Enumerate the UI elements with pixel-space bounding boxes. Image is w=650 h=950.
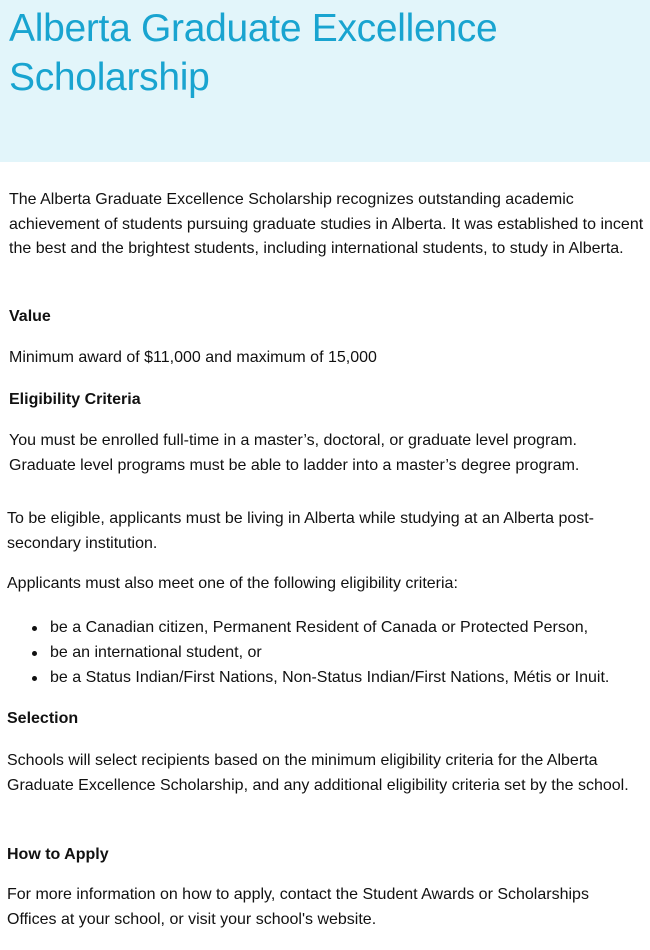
page-title: Alberta Graduate Excellence Scholarship (9, 7, 498, 99)
eligibility-list (30, 615, 650, 690)
list-item: be a Status Indian/First Nations, Non-Status Indian/First Nations, Métis or Inuit. (30, 665, 650, 690)
selection-text: Schools will select recipients based on the minimum eligibility criteria for the Alberta Graduate Excellence Scholarship, and any additional eligibility criteria set by the school. (7, 752, 629, 794)
value-text: Minimum award of $11,000 and maximum of 15,000 (9, 349, 377, 366)
page-header (0, 0, 650, 162)
eligibility-paragraph-3: Applicants must also meet one of the following eligibility criteria: (7, 575, 458, 592)
eligibility-paragraph-1: You must be enrolled full-time in a master’s, doctoral, or graduate level program. Graduate level programs must be able to ladder into a master’s degree program. (9, 432, 580, 474)
list-item: be an international student, or (30, 640, 650, 665)
apply-text: For more information on how to apply, contact the Student Awards or Scholarships Offices at your school, or visit your school's website. (7, 886, 589, 928)
intro-paragraph: The Alberta Graduate Excellence Scholarship recognizes outstanding academic achievement of students pursuing graduate studies in Alberta. It was established to incent the best and the brightest students, including international students, to study in Alberta. (9, 191, 644, 257)
eligibility-heading: Eligibility Criteria (9, 391, 141, 408)
value-heading: Value (9, 308, 51, 325)
eligibility-paragraph-2: To be eligible, applicants must be living in Alberta while studying at an Alberta post-secondary institution. (7, 510, 595, 552)
selection-heading: Selection (7, 710, 79, 727)
list-item: be a Canadian citizen, Permanent Resident of Canada or Protected Person, (30, 615, 650, 640)
apply-heading: How to Apply (7, 846, 109, 863)
